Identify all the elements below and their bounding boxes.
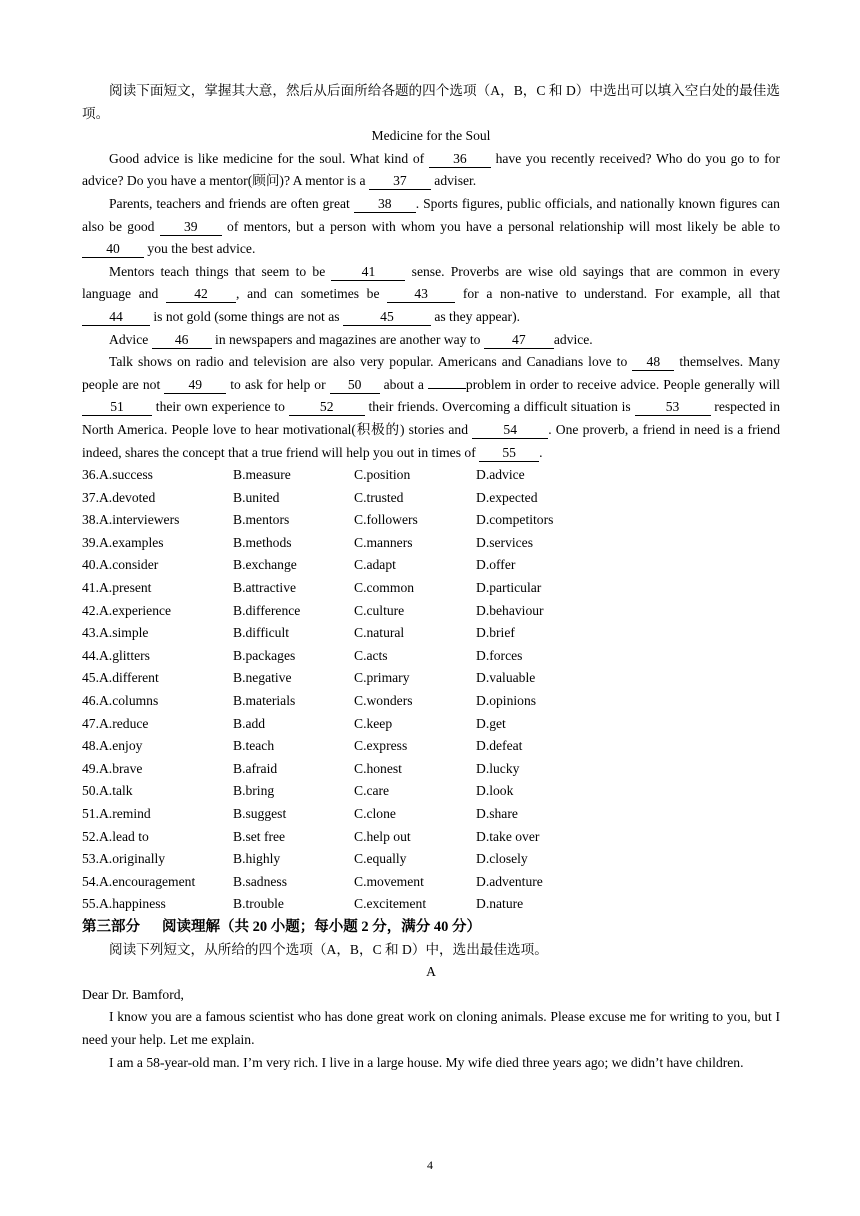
option-c: C.help out bbox=[354, 828, 411, 844]
option-b: B.sadness bbox=[233, 873, 287, 889]
blank-40: 40 bbox=[82, 241, 144, 258]
option-a: 39.A.examples bbox=[82, 534, 164, 550]
option-c: C.primary bbox=[354, 670, 410, 686]
option-c: C.acts bbox=[354, 647, 388, 663]
option-b: B.materials bbox=[233, 693, 296, 709]
option-a: 45.A.different bbox=[82, 670, 159, 686]
option-d: D.brief bbox=[476, 625, 515, 641]
blank-43: 43 bbox=[387, 286, 455, 303]
blank-49: 49 bbox=[164, 377, 226, 394]
option-b: B.measure bbox=[233, 467, 291, 483]
passage-title: Medicine for the Soul bbox=[371, 128, 491, 144]
option-b: B.difficult bbox=[233, 625, 290, 641]
option-a: 54.A.encouragement bbox=[82, 873, 196, 889]
option-b: B.highly bbox=[233, 851, 281, 867]
blank-38: 38 bbox=[354, 196, 416, 213]
option-a: 53.A.originally bbox=[82, 851, 166, 867]
blank-50-extra bbox=[428, 388, 466, 389]
option-c: C.movement bbox=[354, 873, 424, 889]
option-c: C.followers bbox=[354, 512, 418, 528]
option-row bbox=[82, 532, 780, 555]
option-a: 42.A.experience bbox=[82, 602, 172, 618]
option-c: C.position bbox=[354, 467, 411, 483]
blank-53: 53 bbox=[635, 399, 711, 416]
option-row bbox=[82, 577, 780, 600]
option-d: D.particular bbox=[476, 580, 542, 596]
option-b: B.attractive bbox=[233, 580, 297, 596]
letter-salutation: Dear Dr. Bamford, bbox=[82, 986, 184, 1002]
blank-39: 39 bbox=[160, 219, 222, 236]
option-c: C.clone bbox=[354, 806, 396, 821]
blank-55: 55 bbox=[479, 445, 539, 462]
option-d: D.offer bbox=[476, 557, 516, 573]
option-d: D.expected bbox=[476, 489, 538, 505]
option-c: C.culture bbox=[354, 602, 405, 618]
section-heading: 第三部分 阅读理解（共 20 小题；每小题 2 分，满分 40 分） bbox=[82, 918, 481, 935]
blank-47: 47 bbox=[484, 332, 554, 349]
blank-52: 52 bbox=[289, 399, 365, 416]
paragraph-3: Mentors teach things that seem to be 41 sense. Proverbs are wise old sayings that are common in every language and 42 , and can sometimes be 43 for a non-native to understand. For example, all that 44 is not gold (some things are not as 45 as they appear). bbox=[82, 263, 781, 324]
option-d: D.get bbox=[476, 715, 506, 731]
option-d: D.competitors bbox=[476, 512, 554, 528]
option-a: 52.A.lead to bbox=[82, 828, 149, 844]
option-c: C.common bbox=[354, 580, 415, 596]
option-c: C.honest bbox=[354, 760, 402, 776]
option-a: 48.A.enjoy bbox=[82, 738, 143, 754]
option-b: B.mentors bbox=[233, 512, 290, 528]
option-row bbox=[82, 735, 780, 758]
option-a: 40.A.consider bbox=[82, 557, 159, 573]
option-c: C.trusted bbox=[354, 489, 404, 505]
cloze-instruction: 阅读下面短文，掌握其大意，然后从后面所给各题的四个选项（A，B，C 和 D）中选出可以填入空白处的最佳选项。 bbox=[82, 83, 780, 121]
option-row bbox=[82, 600, 780, 623]
blank-36: 36 bbox=[429, 151, 491, 168]
letter-paragraph-2: I am a 58-year-old man. I’m very rich. I live in a large house. My wife died three years ago; we didn’t have children. bbox=[109, 1054, 744, 1070]
option-row bbox=[82, 690, 780, 713]
option-b: B.set free bbox=[233, 828, 286, 844]
option-d: D.services bbox=[476, 534, 533, 550]
option-c: C.wonders bbox=[354, 693, 413, 709]
blank-50: 50 bbox=[330, 377, 380, 394]
option-a: 37.A.devoted bbox=[82, 489, 156, 505]
blank-48: 48 bbox=[632, 354, 674, 371]
option-row bbox=[82, 780, 780, 803]
option-c: C.care bbox=[354, 783, 390, 799]
option-b: B.methods bbox=[233, 534, 292, 550]
option-row bbox=[82, 667, 780, 690]
paragraph-5: Talk shows on radio and television are also very popular. Americans and Canadians love to 48 themselves. Many people are not 49 to ask for help or 50 about a problem in order to receive advice. People generally will 51 their own experience to 52 their friends. Overcoming a difficult situation is 53 respected in North America. People love to hear motivational(积极的) stories and 54 . One proverb, a friend in need is a friend indeed, shares the concept that a true friend will help you out in times of 55 . bbox=[82, 354, 781, 460]
option-d: D.forces bbox=[476, 647, 523, 663]
option-b: B.suggest bbox=[233, 806, 287, 821]
option-row bbox=[82, 848, 780, 871]
option-b: B.trouble bbox=[233, 896, 284, 912]
option-c: C.equally bbox=[354, 851, 407, 867]
option-c: C.excitement bbox=[354, 896, 427, 912]
blank-41: 41 bbox=[331, 264, 405, 281]
option-row bbox=[82, 645, 780, 668]
blank-54: 54 bbox=[472, 422, 548, 439]
paragraph-2: Parents, teachers and friends are often great 38 . Sports figures, public officials, and nationally known figures can also be good 39 of mentors, but a person with whom you have a personal relationship will most likely be able to 40 you the best advice. bbox=[82, 195, 780, 257]
option-row bbox=[82, 803, 780, 826]
option-b: B.add bbox=[233, 715, 266, 731]
option-d: D.advice bbox=[476, 467, 525, 483]
option-b: B.difference bbox=[233, 602, 301, 618]
option-d: D.adventure bbox=[476, 873, 543, 889]
option-row bbox=[82, 893, 780, 916]
blank-45: 45 bbox=[343, 309, 431, 326]
blank-42: 42 bbox=[166, 286, 236, 303]
option-a: 38.A.interviewers bbox=[82, 512, 180, 528]
blank-51: 51 bbox=[82, 399, 152, 416]
option-c: C.manners bbox=[354, 534, 413, 550]
option-row bbox=[82, 758, 780, 781]
reading-instruction: 阅读下列短文，从所给的四个选项（A，B，C 和 D）中，选出最佳选项。 bbox=[109, 941, 548, 957]
option-d: D.closely bbox=[476, 851, 528, 867]
paragraph-4: Advice 46 in newspapers and magazines are another way to 47 advice. bbox=[109, 331, 593, 347]
option-a: 46.A.columns bbox=[82, 693, 159, 709]
option-a: 51.A.remind bbox=[82, 806, 151, 821]
option-a: 43.A.simple bbox=[82, 625, 149, 641]
option-row bbox=[82, 487, 780, 510]
option-b: B.afraid bbox=[233, 760, 278, 776]
option-d: D.nature bbox=[476, 896, 524, 912]
blank-44: 44 bbox=[82, 309, 150, 326]
page-number: 4 bbox=[427, 1158, 433, 1172]
option-row bbox=[82, 622, 780, 645]
option-row bbox=[82, 713, 780, 736]
option-c: C.adapt bbox=[354, 557, 396, 573]
option-a: 44.A.glitters bbox=[82, 647, 150, 663]
option-a: 49.A.brave bbox=[82, 760, 143, 776]
option-d: D.opinions bbox=[476, 693, 537, 709]
document-page bbox=[82, 80, 780, 1074]
option-row bbox=[82, 509, 780, 532]
option-a: 41.A.present bbox=[82, 580, 152, 596]
option-c: C.express bbox=[354, 738, 408, 754]
option-c: C.keep bbox=[354, 715, 393, 731]
option-a: 50.A.talk bbox=[82, 783, 133, 799]
option-b: B.packages bbox=[233, 647, 296, 663]
option-b: B.teach bbox=[233, 738, 275, 754]
option-row bbox=[82, 826, 780, 849]
option-row bbox=[82, 554, 780, 577]
option-d: D.defeat bbox=[476, 738, 523, 754]
option-b: B.exchange bbox=[233, 557, 297, 573]
option-a: 36.A.success bbox=[82, 467, 153, 483]
option-a: 47.A.reduce bbox=[82, 715, 149, 731]
option-d: D.look bbox=[476, 783, 514, 799]
answer-options-list bbox=[82, 464, 780, 916]
option-c: C.natural bbox=[354, 625, 405, 641]
option-row bbox=[82, 464, 780, 487]
option-a: 55.A.happiness bbox=[82, 896, 166, 912]
passage-label: A bbox=[426, 964, 436, 980]
option-d: D.behaviour bbox=[476, 602, 544, 618]
paragraph-1: Good advice is like medicine for the soul. What kind of 36 have you recently received? Who do you go to for advice? Do you have a mentor(顾问)? A mentor is a 37 adviser. bbox=[82, 150, 780, 189]
option-row bbox=[82, 871, 780, 894]
option-d: D.take over bbox=[476, 828, 540, 844]
option-b: B.negative bbox=[233, 670, 292, 686]
option-d: D.lucky bbox=[476, 760, 520, 776]
blank-37: 37 bbox=[369, 173, 431, 190]
letter-paragraph-1: I know you are a famous scientist who has done great work on cloning animals. Please excuse me for writing to you, but I need your help. Let me explain. bbox=[82, 1009, 780, 1047]
option-d: D.valuable bbox=[476, 670, 536, 686]
option-d: D.share bbox=[476, 806, 518, 821]
option-b: B.bring bbox=[233, 783, 275, 799]
option-b: B.united bbox=[233, 489, 280, 505]
blank-46: 46 bbox=[152, 332, 212, 349]
